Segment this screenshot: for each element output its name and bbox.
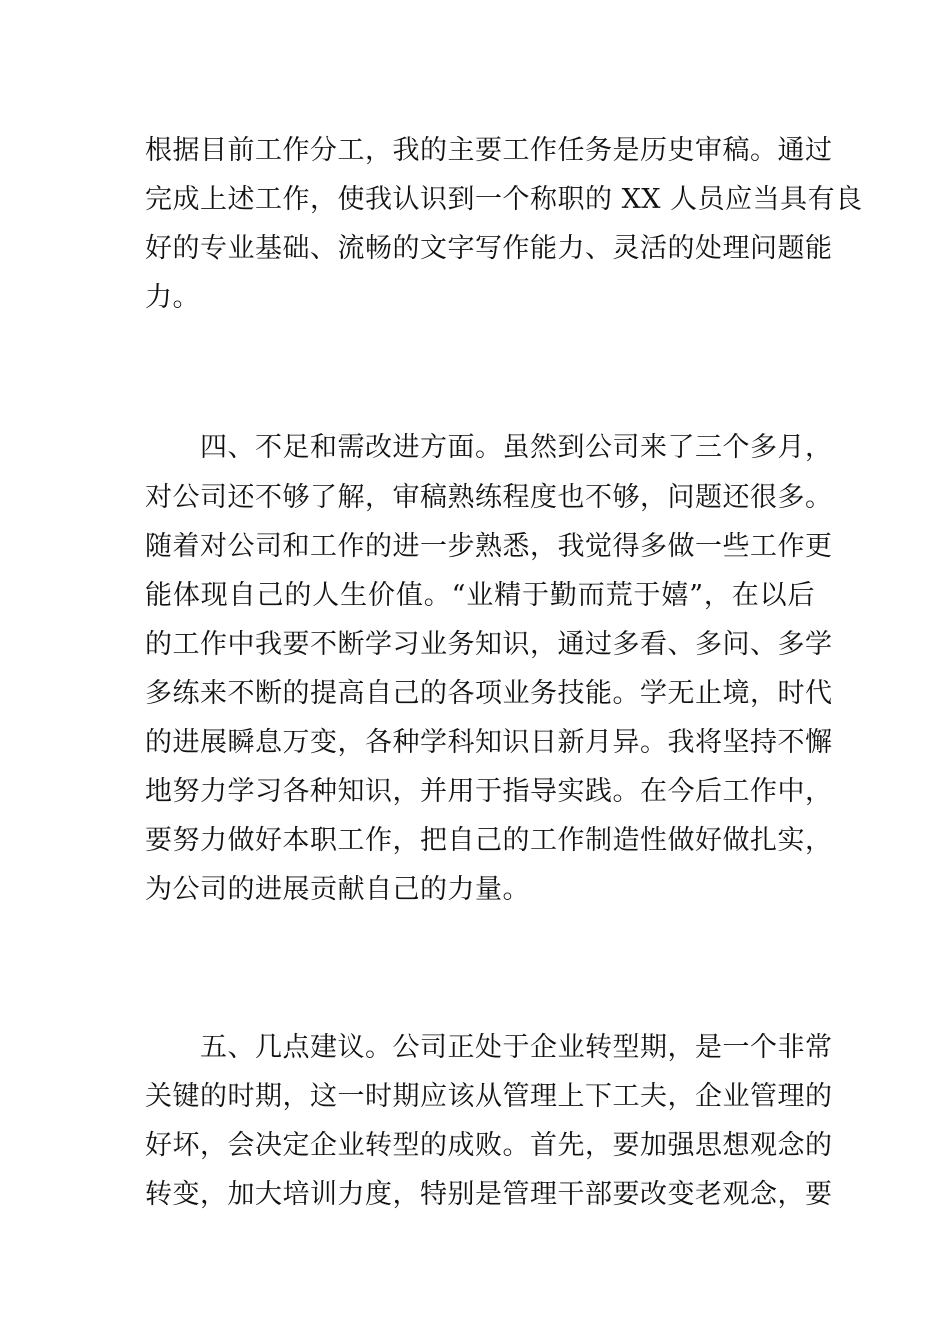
text-line: 五、几点建议。公司正处于企业转型期，是一个非常 — [200, 1032, 833, 1063]
text-line: 为公司的进展贡献自己的力量。 — [145, 874, 530, 905]
text-line: 力。 — [145, 282, 200, 313]
text-line: 地努力学习各种知识，并用于指导实践。在今后工作中， — [145, 776, 833, 807]
text-line: 根据目前工作分工，我的主要工作任务是历史审稿。通过 — [145, 135, 833, 166]
text-line: 能体现自己的人生价值。“业精于勤而荒于嬉”，在以后 — [145, 580, 815, 611]
text-line: 好坏，会决定企业转型的成败。首先，要加强思想观念的 — [145, 1130, 833, 1161]
text-line: 随着对公司和工作的进一步熟悉，我觉得多做一些工作更 — [145, 531, 833, 562]
text-line: 要努力做好本职工作，把自己的工作制造性做好做扎实， — [145, 825, 833, 856]
text-line: 的工作中我要不断学习业务知识，通过多看、多问、多学 — [145, 629, 833, 660]
text-line: 四、不足和需改进方面。虽然到公司来了三个多月， — [200, 432, 833, 463]
text-line: 关键的时期，这一时期应该从管理上下工夫，企业管理的 — [145, 1081, 833, 1112]
text-line: 的进展瞬息万变，各种学科知识日新月异。我将坚持不懈 — [145, 727, 833, 758]
text-line: 对公司还不够了解，审稿熟练程度也不够，问题还很多。 — [145, 482, 833, 513]
text-line: 多练来不断的提高自己的各项业务技能。学无止境，时代 — [145, 678, 833, 709]
text-line: 完成上述工作，使我认识到一个称职的 XX 人员应当具有良 — [145, 184, 863, 215]
text-line: 好的专业基础、流畅的文字写作能力、灵活的处理问题能 — [145, 233, 833, 264]
text-line: 转变，加大培训力度，特别是管理干部要改变老观念，要 — [145, 1179, 833, 1210]
